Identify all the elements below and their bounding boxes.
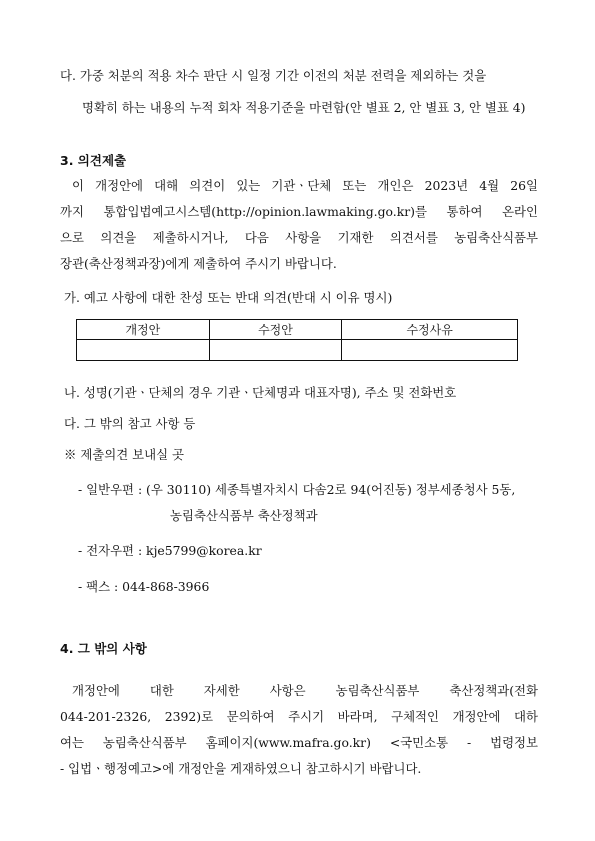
- section-da-line1: 다. 가중 처분의 적용 차수 판단 시 일정 기간 이전의 처분 전력을 제외하는 것을: [60, 68, 487, 83]
- section-3-para-line1: 이 개정안에 대해 의견이 있는 기관ㆍ단체 또는 개인은 2023년 4월 26일: [72, 178, 538, 193]
- section-4-para-line3: 여는 농림축산식품부 홈페이지(www.mafra.go.kr) <국민소통 - 법령정보: [60, 735, 538, 750]
- table-cell: [342, 340, 518, 361]
- item-na: 나. 성명(기관ㆍ단체의 경우 기관ㆍ단체명과 대표자명), 주소 및 전화번호: [64, 385, 457, 400]
- section-4-heading: 4. 그 밖의 사항: [60, 641, 147, 656]
- item-da: 다. 그 밖의 참고 사항 등: [64, 416, 196, 431]
- opinion-table: [76, 319, 518, 361]
- table-header-row: [77, 320, 518, 340]
- table-cell: [77, 340, 210, 361]
- section-3-para-line2: 까지 통합입법예고시스템(http://opinion.lawmaking.go.kr)를 통하여 온라인: [60, 204, 538, 219]
- section-4-para-line2: 044-201-2326, 2392)로 문의하여 주시기 바라며, 구체적인 개정안에 대하: [60, 709, 538, 724]
- section-4-para-line4: - 입법ㆍ행정예고>에 개정안을 게재하였으니 참고하시기 바랍니다.: [60, 761, 422, 776]
- section-da-line2: 명확히 하는 내용의 누적 회차 적용기준을 마련함(안 별표 2, 안 별표 3, 안 별표 4): [82, 100, 526, 115]
- table-header-cell: 개정안: [77, 320, 210, 340]
- section-3-heading: 3. 의견제출: [60, 153, 127, 168]
- postal-mail-line2: 농림축산식품부 축산정책과: [170, 508, 318, 523]
- section-4-para-line1: 개정안에 대한 자세한 사항은 농림축산식품부 축산정책과(전화: [72, 683, 538, 698]
- section-3-para-line3: 으로 의견을 제출하시거나, 다음 사항을 기재한 의견서를 농림축산식품부: [60, 230, 538, 245]
- fax-line: - 팩스 : 044-868-3966: [78, 579, 210, 594]
- email-line: - 전자우편 : kje5799@korea.kr: [78, 543, 262, 558]
- table-header-cell: 수정안: [209, 320, 342, 340]
- submission-note: ※ 제출의견 보내실 곳: [64, 447, 184, 462]
- table-row: [77, 340, 518, 361]
- postal-mail-line1: - 일반우편 : (우 30110) 세종특별자치시 다솜2로 94(어진동) 정부세종청사 5동,: [78, 482, 516, 497]
- table-cell: [209, 340, 342, 361]
- section-3-para-line4: 장관(축산정책과장)에게 제출하여 주시기 바랍니다.: [60, 256, 337, 271]
- table-header-cell: 수정사유: [342, 320, 518, 340]
- item-ga: 가. 예고 사항에 대한 찬성 또는 반대 의견(반대 시 이유 명시): [64, 290, 393, 305]
